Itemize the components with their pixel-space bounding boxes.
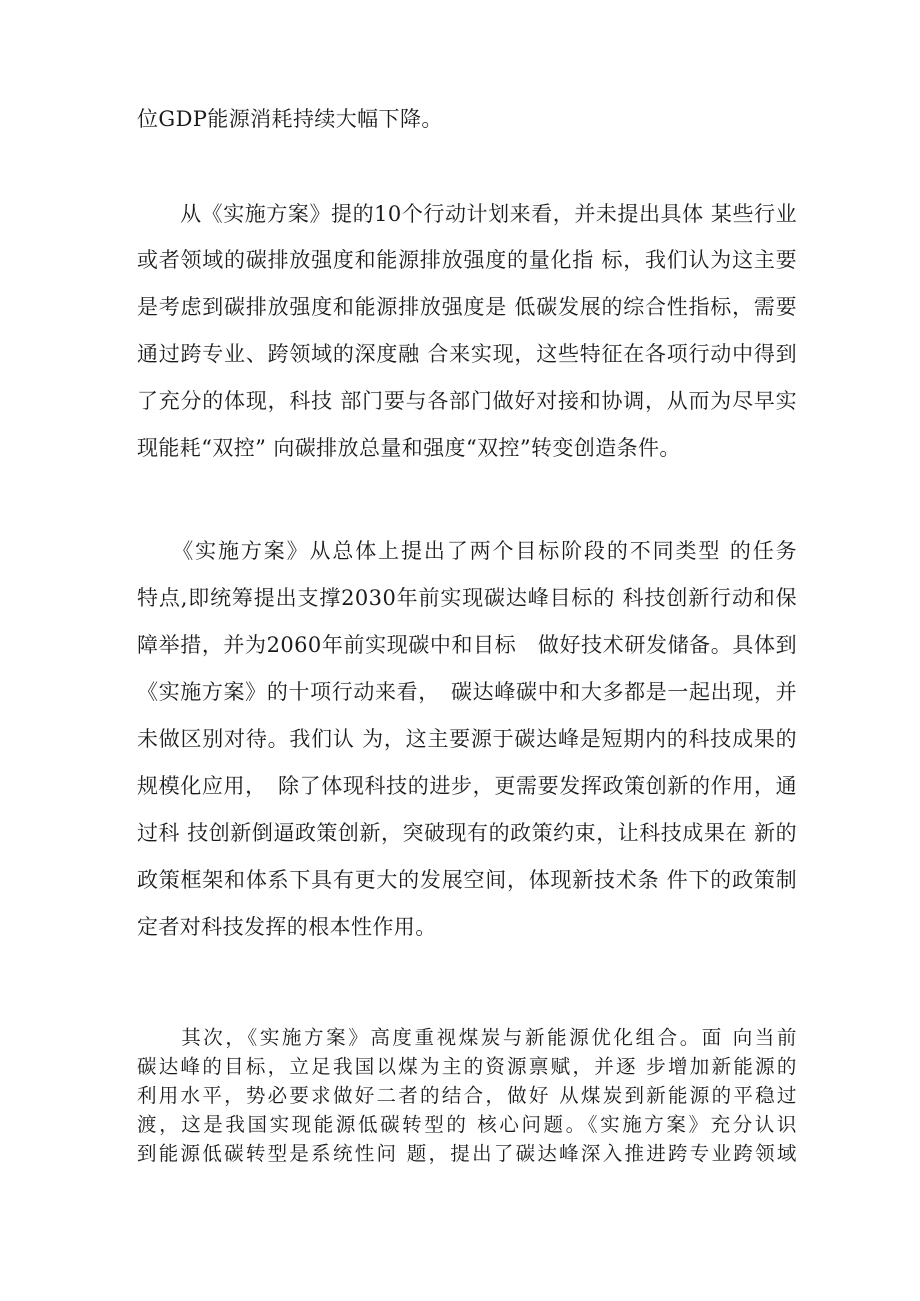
text-line: 或者领域的碳排放强度和能源排放强度的量化指 标，我们认为这主要 <box>137 248 797 272</box>
text-line: 未做区别对待。我们认 为，这主要源于碳达峰是短期内的科技成果的 <box>137 727 797 751</box>
text-line: 利用水平，势必要求做好二者的结合，做好 从煤炭到新能源的平稳过 <box>137 1084 797 1107</box>
text-line: 碳达峰的目标，立足我国以煤为主的资源禀赋，并逐 步增加新能源的 <box>137 1055 797 1078</box>
text-line: 特点,即统筹提出支撑2030年前实现碳达峰目标的 科技创新行动和保 <box>137 586 797 610</box>
text-line: 过科 技创新倒逼政策创新，突破现有的政策约束，让科技成果在 新的 <box>137 821 797 845</box>
text-line: 是考虑到碳排放强度和能源排放强度是 低碳发展的综合性指标，需要 <box>137 295 797 319</box>
text-line: 位GDP能源消耗持续大幅下降。 <box>137 107 443 131</box>
text-line: 《实施方案》的十项行动来看， 碳达峰碳中和大多都是一起出现，并 <box>137 680 797 704</box>
text-line: 其次，《实施方案》高度重视煤炭与新能源优化组合。面 向当前 <box>137 1026 797 1049</box>
text-line: 规模化应用， 除了体现科技的进步，更需要发挥政策创新的作用，通 <box>137 774 797 798</box>
text-line: 政策框架和体系下具有更大的发展空间，体现新技术条 件下的政策制 <box>137 868 797 892</box>
text-line: 渡，这是我国实现能源低碳转型的 核心问题。《实施方案》充分认识 <box>137 1113 797 1136</box>
text-line: 现能耗“双控” 向碳排放总量和强度“双控”转变创造条件。 <box>137 436 681 460</box>
text-line: 了充分的体现，科技 部门要与各部门做好对接和协调，从而为尽早实 <box>137 389 797 413</box>
text-line: 定者对科技发挥的根本性作用。 <box>137 915 437 939</box>
text-line: 通过跨专业、跨领域的深度融 合来实现，这些特征在各项行动中得到 <box>137 342 797 366</box>
text-line: 到能源低碳转型是系统性问 题，提出了碳达峰深入推进跨专业跨领域 <box>137 1142 797 1165</box>
text-line: 从《实施方案》提的10个行动计划来看，并未提出具体 某些行业 <box>137 202 797 226</box>
text-line: 《实施方案》从总体上提出了两个目标阶段的不同类型 的任务 <box>137 539 797 563</box>
text-line: 障举措，并为2060年前实现碳中和目标 做好技术研发储备。具体到 <box>137 633 797 657</box>
